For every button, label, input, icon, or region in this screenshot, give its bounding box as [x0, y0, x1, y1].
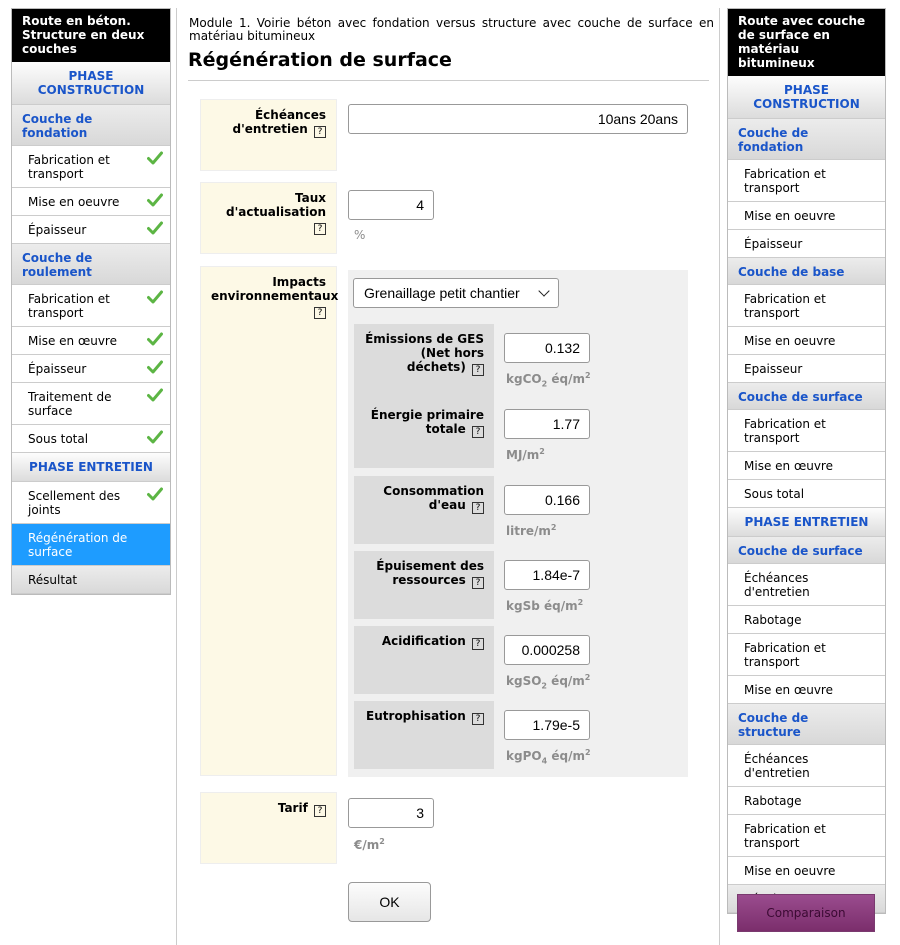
taux-label: Taux d'actualisation — [226, 191, 326, 219]
sidebar-item-label: Rabotage — [744, 794, 802, 808]
sidebar-item[interactable] — [728, 634, 885, 676]
impact-label-text: Épuisement des ressources — [376, 559, 484, 587]
right-section-fondation[interactable]: Couche de fondation — [728, 119, 885, 160]
right-structure-list — [728, 745, 885, 885]
left-section-fondation[interactable]: Couche de fondation — [12, 105, 170, 146]
right-section-surface-entretien[interactable]: Couche de surface — [728, 537, 885, 564]
sidebar-item-label: Fabrication et transport — [28, 292, 110, 320]
impact-unit: $MJ/m^2$ — [506, 447, 545, 462]
sidebar-item[interactable] — [12, 188, 170, 216]
sidebar-item-label: Fabrication et transport — [744, 822, 826, 850]
impact-label-text: Consommation d'eau — [383, 484, 484, 512]
impact-label-text: Émissions de GES (Net hors déchets) — [365, 332, 484, 374]
impact-label — [354, 626, 494, 694]
taux-input[interactable]: 4 — [348, 190, 434, 220]
sidebar-item[interactable] — [12, 146, 170, 188]
check-icon — [147, 221, 163, 235]
sidebar-item[interactable] — [12, 482, 170, 524]
impact-unit: litre/$m^2$ — [506, 523, 557, 538]
sidebar-item[interactable] — [12, 383, 170, 425]
sidebar-item[interactable] — [728, 327, 885, 355]
sidebar-item[interactable] — [728, 285, 885, 327]
help-icon[interactable]: ? — [314, 805, 326, 817]
impacts-label-box — [200, 266, 337, 776]
sidebar-item-label: Mise en œuvre — [744, 683, 833, 697]
sidebar-item[interactable] — [728, 202, 885, 230]
right-section-surface[interactable]: Couche de surface — [728, 383, 885, 410]
impacts-label: Impacts environnementaux — [211, 275, 339, 303]
title-divider — [188, 80, 709, 81]
echeances-label-box — [200, 99, 337, 171]
impact-unit: kgSb $éq/m^2$ — [506, 598, 584, 613]
tarif-label-box — [200, 792, 337, 864]
sidebar-item-label: Fabrication et transport — [744, 167, 826, 195]
help-icon[interactable]: ? — [472, 713, 484, 725]
sidebar-item[interactable] — [728, 230, 885, 258]
impact-value-input[interactable]: 1.84e-7 — [504, 560, 590, 590]
echeances-input[interactable]: 10ans 20ans — [348, 104, 688, 134]
help-icon[interactable]: ? — [314, 307, 326, 319]
taux-label-box — [200, 182, 337, 254]
main-content — [176, 8, 720, 945]
sidebar-item-label: Sous total — [28, 432, 89, 446]
right-section-base[interactable]: Couche de base — [728, 258, 885, 285]
sidebar-item[interactable] — [728, 480, 885, 508]
right-sidebar-title: Route avec couche de surface en matériau bitumineux — [728, 9, 885, 76]
sidebar-item-label: Épaisseur — [28, 362, 87, 376]
sidebar-item[interactable] — [12, 285, 170, 327]
taux-unit: % — [354, 228, 366, 242]
sidebar-item-label: Fabrication et transport — [744, 292, 826, 320]
impact-value-input[interactable]: 0.000258 — [504, 635, 590, 665]
impact-value-input[interactable]: 1.77 — [504, 409, 590, 439]
impact-label-text: Eutrophisation — [366, 709, 466, 723]
sidebar-item-label: Fabrication et transport — [744, 417, 826, 445]
sidebar-item-label: Scellement des joints — [28, 489, 121, 517]
sidebar-item[interactable] — [728, 452, 885, 480]
impact-label-text: Énergie primaire totale — [370, 408, 484, 436]
left-result-label: Résultat — [28, 573, 78, 587]
sidebar-item-label: Échéances d'entretien — [744, 571, 810, 599]
impact-label-text: Acidification — [381, 634, 466, 648]
right-section-structure[interactable]: Couche de structure — [728, 704, 885, 745]
check-icon — [147, 332, 163, 346]
help-icon[interactable]: ? — [472, 577, 484, 589]
left-section-roulement[interactable]: Couche de roulement — [12, 244, 170, 285]
help-icon[interactable]: ? — [472, 426, 484, 438]
right-phase-entretien: PHASE ENTRETIEN — [728, 508, 885, 537]
left-fondation-list — [12, 146, 170, 244]
left-sidebar — [11, 8, 171, 595]
sidebar-item-label: Fabrication et transport — [744, 641, 826, 669]
right-base-list — [728, 285, 885, 383]
check-icon — [147, 193, 163, 207]
left-entretien-list — [12, 482, 170, 566]
right-surface-list — [728, 410, 885, 508]
impact-value-input[interactable]: 1.79e-5 — [504, 710, 590, 740]
left-result-item[interactable] — [12, 566, 170, 594]
sidebar-item-label: Régénération de surface — [28, 531, 128, 559]
sidebar-item-label: Mise en oeuvre — [744, 864, 836, 878]
right-fondation-list — [728, 160, 885, 258]
check-icon — [147, 430, 163, 444]
sidebar-item-label: Sous total — [744, 487, 805, 501]
help-icon[interactable]: ? — [472, 502, 484, 514]
sidebar-item[interactable] — [728, 564, 885, 606]
impact-value-input[interactable]: 0.166 — [504, 485, 590, 515]
chevron-down-icon — [538, 285, 549, 296]
sidebar-item[interactable] — [12, 524, 170, 566]
sidebar-item[interactable] — [728, 160, 885, 202]
check-icon — [147, 487, 163, 501]
ok-button[interactable]: OK — [348, 882, 431, 922]
sidebar-item-label: Mise en œuvre — [744, 459, 833, 473]
left-sidebar-title: Route en béton. Structure en deux couches — [12, 9, 170, 62]
sidebar-item[interactable] — [728, 787, 885, 815]
help-icon[interactable]: ? — [314, 126, 326, 138]
page-title: Régénération de surface — [188, 49, 452, 71]
sidebar-item-label: Rabotage — [744, 613, 802, 627]
impact-unit: kgCO$_2$ $éq/m^2$ — [506, 371, 591, 389]
impact-label — [354, 551, 494, 619]
sidebar-item-label: Mise en oeuvre — [28, 195, 120, 209]
sidebar-item-label: Épaisseur — [28, 223, 87, 237]
sidebar-item-label: Traitement de surface — [28, 390, 112, 418]
method-select[interactable] — [353, 278, 559, 308]
help-icon[interactable]: ? — [472, 638, 484, 650]
help-icon[interactable]: ? — [314, 223, 326, 235]
sidebar-item[interactable] — [728, 606, 885, 634]
impact-unit: kgSO$_2$ $éq/m^2$ — [506, 673, 591, 691]
check-icon — [147, 360, 163, 374]
tarif-unit: $€/m^2$ — [354, 837, 385, 852]
sidebar-item-label: Epaisseur — [744, 362, 803, 376]
right-phase-construction: PHASE CONSTRUCTION — [728, 76, 885, 119]
tarif-input[interactable]: 3 — [348, 798, 434, 828]
sidebar-item-label: Échéances d'entretien — [744, 752, 810, 780]
impact-label — [354, 324, 494, 400]
left-phase-entretien: PHASE ENTRETIEN — [12, 453, 170, 482]
sidebar-item[interactable] — [728, 676, 885, 704]
impact-label — [354, 701, 494, 769]
sidebar-item-label: Mise en œuvre — [28, 334, 117, 348]
sidebar-item-label: Mise en oeuvre — [744, 334, 836, 348]
sidebar-item[interactable] — [728, 355, 885, 383]
sidebar-item-label: Mise en oeuvre — [744, 209, 836, 223]
compare-button[interactable]: Comparaison — [737, 894, 875, 932]
impact-label — [354, 400, 494, 468]
left-phase-construction: PHASE CONSTRUCTION — [12, 62, 170, 105]
method-select-value: Grenaillage petit chantier — [364, 285, 520, 301]
sidebar-item[interactable] — [728, 745, 885, 787]
sidebar-item-label: Fabrication et transport — [28, 153, 110, 181]
echeances-label: Échéances d'entretien — [232, 108, 326, 136]
sidebar-item[interactable] — [12, 425, 170, 453]
sidebar-item[interactable] — [728, 857, 885, 885]
impact-unit: kgPO$_4$ $éq/m^2$ — [506, 748, 591, 766]
sidebar-item[interactable] — [728, 815, 885, 857]
sidebar-item[interactable] — [728, 410, 885, 452]
impact-label — [354, 476, 494, 544]
impact-value-input[interactable]: 0.132 — [504, 333, 590, 363]
module-title: Module 1. Voirie béton avec fondation versus structure avec couche de surface en matériau bitumineux — [189, 16, 714, 43]
tarif-label: Tarif — [277, 801, 308, 815]
right-surface2-list — [728, 564, 885, 704]
check-icon — [147, 151, 163, 165]
sidebar-item-label: Épaisseur — [744, 237, 803, 251]
check-icon — [147, 290, 163, 304]
sidebar-item[interactable] — [12, 355, 170, 383]
sidebar-item[interactable] — [12, 216, 170, 244]
help-icon[interactable]: ? — [472, 364, 484, 376]
left-roulement-list — [12, 285, 170, 453]
check-icon — [147, 388, 163, 402]
right-sidebar — [727, 8, 886, 914]
sidebar-item[interactable] — [12, 327, 170, 355]
